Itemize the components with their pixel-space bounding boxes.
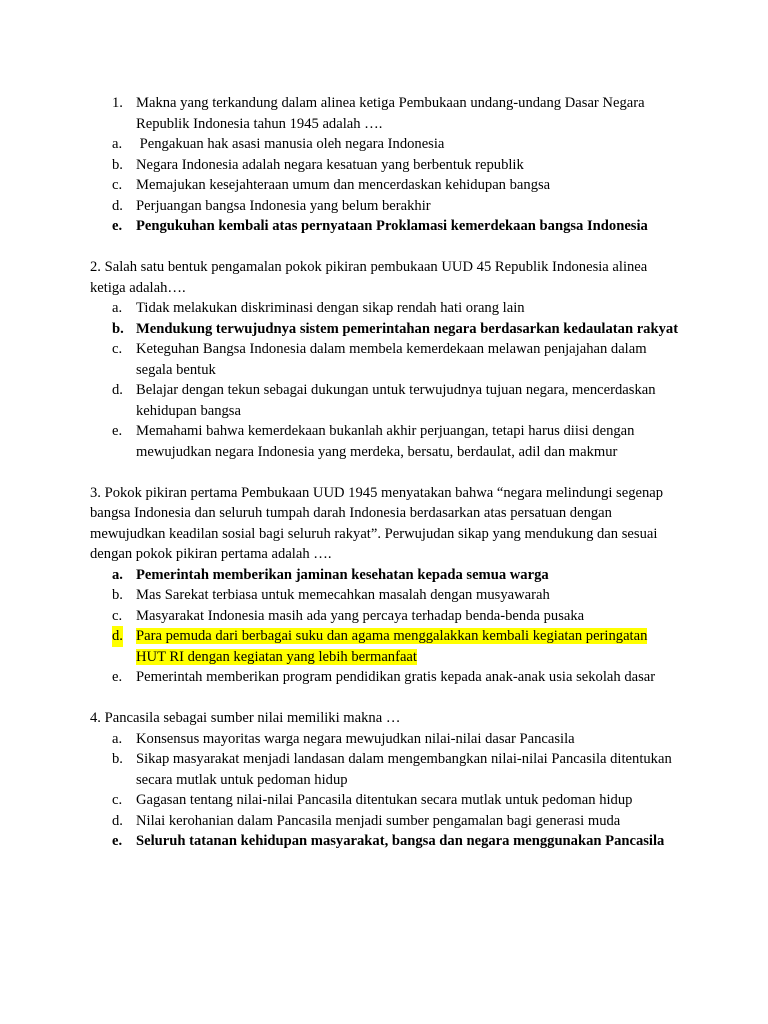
- option-text: Memahami bahwa kemerdekaan bukanlah akhir perjuangan, tetapi harus diisi dengan mewujudkan negara Indonesia yang merdeka, bersatu, berdaulat, adil dan makmur: [136, 423, 635, 460]
- option-letter: d.: [112, 197, 123, 214]
- option-text: Pengakuan hak asasi manusia oleh negara Indonesia: [136, 136, 445, 152]
- option-e-answer: [90, 216, 680, 237]
- option-letter: c.: [112, 792, 123, 808]
- option-letter: d.: [112, 626, 123, 647]
- option-d: [90, 811, 680, 832]
- question-stem: 3. Pokok pikiran pertama Pembukaan UUD 1945 menyatakan bahwa “negara melindungi segenap bangsa Indonesia dan seluruh tumpah darah Indonesia berdasarkan atas persatuan dengan mewujudkan keadilan sosial bagi seluruh rakyat”. Perwujudan sikap yang mendukung dan sesuai dengan pokok pikiran pertama adalah ….: [90, 484, 664, 562]
- option-letter: a.: [112, 136, 123, 152]
- option-text: Pemerintah memberikan program pendidikan gratis kepada anak-anak usia sekolah dasar: [136, 669, 656, 685]
- option-letter: c.: [112, 177, 123, 193]
- option-letter: a.: [112, 730, 123, 747]
- option-c: [90, 790, 680, 811]
- option-text: Masyarakat Indonesia masih ada yang percaya terhadap benda-benda pusaka: [136, 607, 585, 624]
- options-list: [90, 729, 680, 852]
- option-letter: c.: [112, 341, 123, 357]
- option-letter: e.: [112, 669, 123, 685]
- option-letter: a.: [112, 566, 123, 583]
- option-text: Seluruh tatanan kehidupan masyarakat, bangsa dan negara menggunakan Pancasila: [136, 833, 665, 849]
- question-4: [90, 708, 680, 852]
- option-letter: d.: [112, 382, 123, 398]
- option-text-highlighted: Para pemuda dari berbagai suku dan agama menggalakkan kembali kegiatan peringatan HUT RI dengan kegiatan yang lebih bermanfaat: [136, 628, 648, 665]
- options-list: [90, 134, 680, 237]
- question-stem: 4. Pancasila sebagai sumber nilai memiliki makna …: [90, 710, 401, 726]
- option-c: [90, 175, 680, 196]
- option-text: Sikap masyarakat menjadi landasan dalam mengembangkan nilai-nilai Pancasila ditentukan secara mutlak untuk pedoman hidup: [136, 751, 672, 788]
- option-letter: b.: [112, 587, 123, 603]
- option-letter: b.: [112, 156, 123, 173]
- option-a: [90, 729, 680, 750]
- option-b: [90, 155, 680, 176]
- option-c: [90, 606, 680, 627]
- option-c: [90, 339, 680, 380]
- options-list: [90, 298, 680, 462]
- option-text: Perjuangan bangsa Indonesia yang belum berakhir: [136, 197, 431, 214]
- option-text: Tidak melakukan diskriminasi dengan sikap rendah hati orang lain: [136, 300, 525, 316]
- option-letter: b.: [112, 320, 124, 337]
- question-1: [90, 93, 680, 237]
- option-e: [90, 421, 680, 462]
- option-text: Memajukan kesejahteraan umum dan mencerdaskan kehidupan bangsa: [136, 177, 551, 193]
- option-letter: e.: [112, 423, 123, 439]
- option-d: [90, 380, 680, 421]
- option-letter: e.: [112, 218, 123, 234]
- option-text: Mendukung terwujudnya sistem pemerintahan negara berdasarkan kedaulatan rakyat: [136, 320, 679, 337]
- option-text: Keteguhan Bangsa Indonesia dalam membela kemerdekaan melawan penjajahan dalam segala bentuk: [136, 341, 647, 378]
- document-body: [90, 93, 680, 852]
- option-d: [90, 196, 680, 217]
- question-text: Makna yang terkandung dalam alinea ketiga Pembukaan undang-undang Dasar Negara Republik Indonesia tahun 1945 adalah ….: [136, 95, 645, 132]
- option-text: Pengukuhan kembali atas pernyataan Proklamasi kemerdekaan bangsa Indonesia: [136, 218, 648, 234]
- options-list: [90, 565, 680, 688]
- option-letter: b.: [112, 751, 123, 767]
- option-b: [90, 749, 680, 790]
- option-text: Belajar dengan tekun sebagai dukungan untuk terwujudnya tujuan negara, mencerdaskan kehidupan bangsa: [136, 382, 656, 419]
- option-text: Mas Sarekat terbiasa untuk memecahkan masalah dengan musyawarah: [136, 587, 550, 603]
- option-text: Pemerintah memberikan jaminan kesehatan kepada semua warga: [136, 566, 549, 583]
- option-letter: c.: [112, 607, 123, 624]
- option-text: Gagasan tentang nilai-nilai Pancasila ditentukan secara mutlak untuk pedoman hidup: [136, 792, 633, 808]
- option-b: [90, 585, 680, 606]
- option-text: Konsensus mayoritas warga negara mewujudkan nilai-nilai dasar Pancasila: [136, 730, 575, 747]
- option-a: [90, 134, 680, 155]
- question-stem: [90, 93, 680, 134]
- option-letter: d.: [112, 812, 123, 829]
- option-a: [90, 298, 680, 319]
- option-d-highlighted: [90, 626, 680, 667]
- option-text: Negara Indonesia adalah negara kesatuan yang berbentuk republik: [136, 156, 524, 173]
- question-number: 1.: [112, 95, 123, 111]
- question-2: [90, 257, 680, 462]
- question-3: [90, 483, 680, 688]
- option-b-answer: [90, 319, 680, 340]
- option-text: Nilai kerohanian dalam Pancasila menjadi sumber pengamalan bagi generasi muda: [136, 812, 621, 829]
- option-e: [90, 667, 680, 688]
- question-stem: 2. Salah satu bentuk pengamalan pokok pikiran pembukaan UUD 45 Republik Indonesia alinea ketiga adalah….: [90, 259, 648, 296]
- option-letter: a.: [112, 300, 123, 316]
- option-a-answer: [90, 565, 680, 586]
- option-letter: e.: [112, 833, 123, 849]
- option-e-answer: [90, 831, 680, 852]
